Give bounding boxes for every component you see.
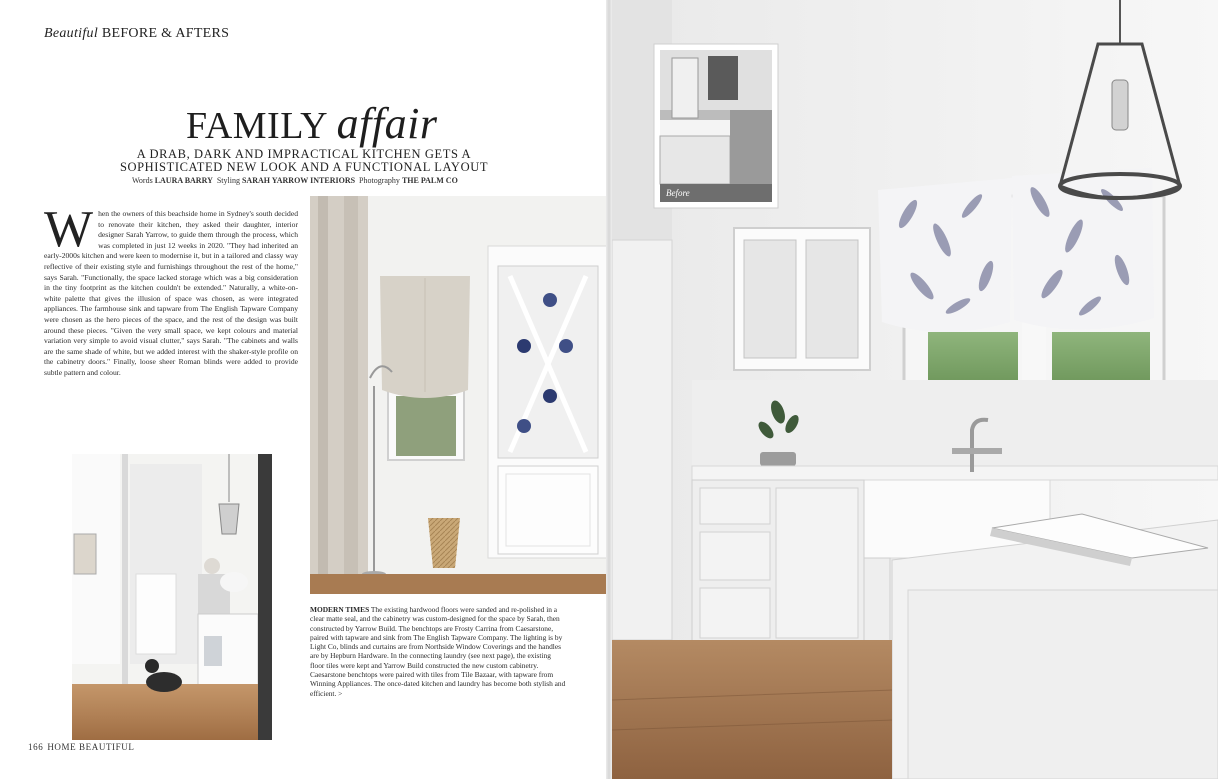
before-inset-label: Before [666,188,690,198]
credits: Words LAURA BARRY Styling SARAH YARROW INTERIORS Photography THE PALM CO [132,176,458,185]
standfirst: A DRAB, DARK AND IMPRACTICAL KITCHEN GETS A SOPHISTICATED NEW LOOK AND A FUNCTIONAL LAYOUT [119,147,489,174]
photo-laundry [72,454,272,740]
body-copy [44,201,298,379]
caption-text: The existing hardwood floors were sanded and re-polished in a clear matte seal, and the cabinetry was custom-designed for the space by Sarah, then constructed by Yarrow Build. The benchtops are Frosty Carrina from Caesarstone, paired with tapware and sink from The English Tapware Company. The lighting is by Light Co, blinds and curtains are from Northside Window Coverings and the handles are by Hepburn Hardware. In the connecting laundry (see next page), the existing floor tiles were kept and Yarrow Build constructed the new custom cabinetry. Caesarstone benchtops were paired with tiles from Tile Bazaar, with tapware from Winning Appliances. The once-dated kitchen and laundry has become both stylish and efficient. > [310,605,566,698]
photo-dresser-window [310,196,608,594]
headline-italic: affair [336,99,438,148]
section-label: Beautiful BEFORE & AFTERS [44,26,230,41]
body-paragraph: hen the owners of this beachside home in Sydney's south decided to renovate their kitchen, they asked their daughter, interior designer Sarah Yarrow, to guide them through the process, which was completed in just 12 weeks in 2020. "They had inherited an early-2000s kitchen and were keen to modernise it, but in a tailored and classy way reflective of their existing style and furnishings throughout the rest of the home," says Sarah. "Functionally, the space lacked storage which was a big consideration in the tiny footprint as the kitchen couldn't be extended." Naturally, a white-on-white palette that gives the illusion of space was chosen, as were integrated appliances. The farmhouse sink and tapware from The English Tapware Company were chosen as the hero pieces of the space, and the rest of the design was built around these pieces. "Given the very small space, we kept colours and material variation very simple to avoid visual clutter," says Sarah. "The cabinets and walls are the same shade of white, but we added interest with the shaker-style profile on the cabinetry doors." Finally, loose sheer Roman blinds were added to provide subtle pattern and colour. [44,209,298,377]
photo-kitchen-hero [612,0,1218,779]
publication-name: HOME BEAUTIFUL [47,742,135,752]
page-footer [28,742,134,752]
page-number: 166 [28,742,44,752]
drop-cap: W [44,201,94,258]
headline-plain: FAMILY [186,105,327,147]
photo-caption [310,605,566,698]
headline [186,98,437,149]
caption-lead: MODERN TIMES [310,605,370,614]
